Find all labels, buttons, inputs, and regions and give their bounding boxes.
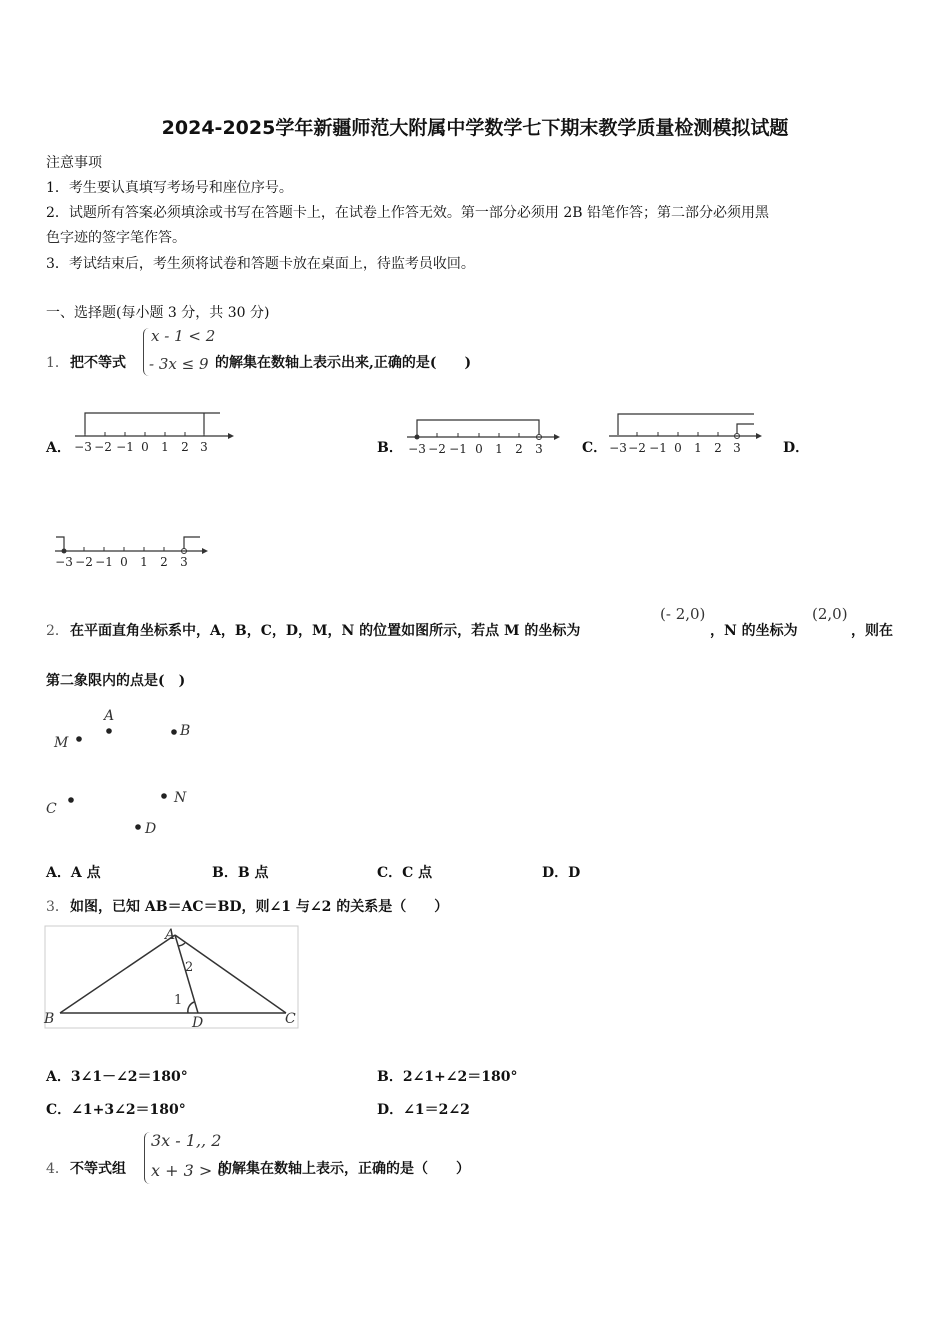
point-label-d: D: [145, 821, 157, 837]
q1-option-c-label: C．: [582, 440, 608, 456]
q1b-tick-2: −1: [449, 442, 467, 456]
q1-numberline-d[interactable]: [52, 530, 217, 580]
triangle-label-d: D: [192, 1015, 204, 1031]
q3-option-a[interactable]: A．3∠1－∠2＝180°: [46, 1069, 188, 1085]
q2-n-coord: (2,0): [812, 605, 848, 623]
q1b-tick-1: −2: [428, 442, 446, 456]
notice-item-3: 3．考试结束后，考生须将试卷和答题卡放在桌面上，待监考员收回。: [46, 256, 475, 272]
q1-number: 1．: [46, 355, 69, 371]
q2-m-coord: (- 2,0): [660, 605, 706, 623]
q1a-tick-0: −3: [74, 440, 92, 454]
triangle-label-b: B: [44, 1011, 55, 1027]
q3-number: 3．: [46, 899, 69, 915]
q1-numberline-a[interactable]: [70, 408, 240, 458]
notice-item-2a: 2．试题所有答案必须填涂或书写在答题卡上，在试卷上作答无效。第一部分必须用 2B 铅笔作答；第二部分必须用黑: [46, 205, 769, 221]
q1c-tick-1: −2: [628, 441, 646, 455]
q1b-tick-3: 0: [475, 442, 483, 456]
angle-label-2: 2: [185, 960, 194, 975]
q1a-tick-5: 2: [181, 440, 189, 454]
angle-label-1: 1: [174, 993, 183, 1008]
notice-item-2b: 色字迹的签字笔作答。: [46, 230, 186, 246]
q1a-tick-2: −1: [116, 440, 134, 454]
notice-item-1: 1．考生要认真填写考场号和座位序号。: [46, 180, 293, 196]
point-label-b: B: [180, 723, 191, 739]
point-b-dot: [171, 729, 177, 735]
q1a-tick-1: −2: [94, 440, 112, 454]
q1c-tick-6: 3: [733, 441, 741, 455]
q1b-tick-0: −3: [408, 442, 426, 456]
q1d-tick-5: 2: [160, 555, 168, 569]
q3-option-b[interactable]: B．2∠1+∠2＝180°: [377, 1069, 518, 1085]
q1-numberline-b[interactable]: [404, 414, 569, 466]
triangle-label-c: C: [285, 1011, 296, 1027]
q1-option-b-label: B．: [377, 440, 403, 456]
q1d-tick-1: −2: [75, 555, 93, 569]
q1c-tick-4: 1: [694, 441, 702, 455]
q4-number: 4．: [46, 1161, 69, 1177]
q1b-tick-6: 3: [535, 442, 543, 456]
q1c-tick-2: −1: [649, 441, 667, 455]
q1b-tick-4: 1: [495, 442, 503, 456]
q1-numberline-c[interactable]: [606, 410, 771, 462]
q1-option-d-label: D．: [783, 440, 810, 456]
q1a-tick-3: 0: [141, 440, 149, 454]
q2-text-2: ，N 的坐标为: [710, 623, 798, 639]
q2-option-d[interactable]: D．D: [542, 865, 581, 881]
point-m-dot: [76, 736, 82, 742]
q1c-tick-0: −3: [609, 441, 627, 455]
point-label-a: A: [104, 708, 115, 724]
point-d-dot: [135, 824, 141, 830]
point-label-n: N: [174, 790, 187, 806]
q3-option-c[interactable]: C．∠1+3∠2＝180°: [46, 1102, 186, 1118]
q1d-tick-4: 1: [140, 555, 148, 569]
point-n-dot: [161, 793, 167, 799]
q1-prefix: 把不等式: [70, 355, 126, 371]
q2-text-1: 在平面直角坐标系中，A，B，C，D，M，N 的位置如图所示，若点 M 的坐标为: [70, 623, 581, 639]
q1d-tick-3: 0: [120, 555, 128, 569]
q1-eq1: x - 1 < 2: [151, 327, 216, 345]
q1c-tick-3: 0: [674, 441, 682, 455]
point-label-m: M: [54, 735, 69, 751]
triangle-label-a: A: [165, 927, 176, 943]
point-label-c: C: [46, 801, 57, 817]
q2-point-figure: [40, 700, 220, 845]
q4-prefix: 不等式组: [70, 1161, 126, 1177]
point-c-dot: [68, 797, 74, 803]
q1d-tick-2: −1: [95, 555, 113, 569]
q1d-tick-6: 3: [180, 555, 188, 569]
notice-heading: 注意事项: [46, 155, 102, 171]
section-heading: 一、选择题(每小题 3 分，共 30 分): [46, 305, 270, 321]
q3-text: 如图，已知 AB＝AC＝BD，则∠1 与∠2 的关系是（ ）: [70, 899, 449, 915]
q1-eq2: - 3x ≤ 9: [149, 355, 209, 373]
q2-number: 2．: [46, 623, 69, 639]
q1b-tick-5: 2: [515, 442, 523, 456]
q2-text-4: 第二象限内的点是( ): [46, 673, 186, 689]
q1d-tick-0: −3: [55, 555, 73, 569]
q3-triangle-figure: [42, 924, 302, 1032]
q4-suffix: 的解集在数轴上表示，正确的是（ ）: [218, 1161, 470, 1177]
point-a-dot: [106, 728, 112, 734]
q1a-tick-4: 1: [161, 440, 169, 454]
q1c-tick-5: 2: [714, 441, 722, 455]
q4-eq2: x + 3 > 0: [151, 1161, 228, 1180]
q1-option-a-label: A．: [46, 440, 71, 456]
q2-text-3: ，则在: [851, 623, 893, 639]
q2-option-a[interactable]: A．A 点: [46, 865, 101, 881]
q1a-tick-6: 3: [200, 440, 208, 454]
page-title: 2024-2025学年新疆师范大附属中学数学七下期末教学质量检测模拟试题: [161, 117, 789, 139]
q3-option-d[interactable]: D．∠1＝2∠2: [377, 1102, 470, 1118]
q2-option-c[interactable]: C．C 点: [377, 865, 433, 881]
q1-suffix: 的解集在数轴上表示出来,正确的是( ): [215, 355, 472, 371]
q4-eq1: 3x - 1,, 2: [151, 1131, 222, 1150]
q2-option-b[interactable]: B．B 点: [212, 865, 269, 881]
